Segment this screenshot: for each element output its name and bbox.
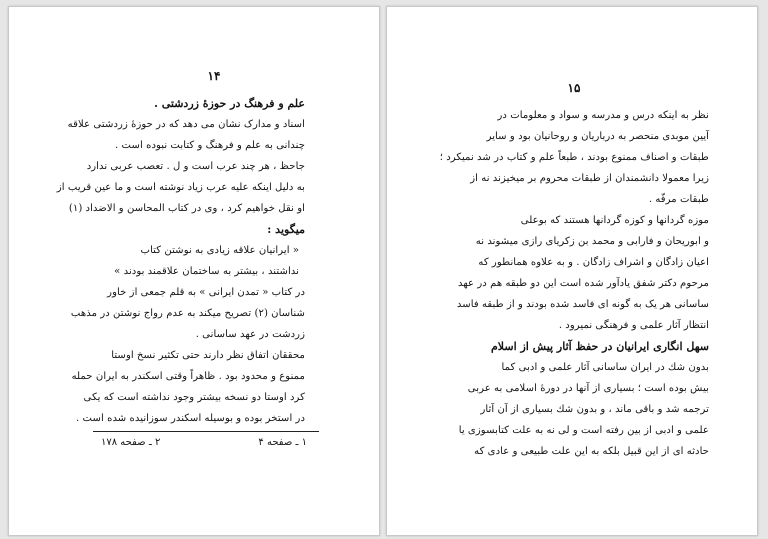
text-line: بدون شك در ایران ساسانی آثار علمی و ادبی کما	[501, 362, 709, 373]
text-line: ترجمه شد و باقی ماند ، و بدون شك بسیاری از آن آثار	[480, 404, 709, 415]
text-line: او نقل خواهیم کرد ، وی در کتاب المحاسن و الاضداد (۱)	[68, 203, 305, 214]
text-line: حادثه ای از این قبیل بلکه به این علت طبیعی و عادی که	[474, 446, 709, 457]
text-line: آیین موبدی منحصر به درباریان و روحانیان بود و سایر	[486, 131, 709, 142]
right-page	[386, 6, 758, 536]
left-page	[8, 6, 380, 536]
text-line: مرحوم دکتر شفق یادآور شده است این دو طبقه هم در عهد	[458, 278, 709, 289]
text-line: نداشتند ، بیشتر به ساختمان علاقمند بودند »	[114, 266, 299, 277]
text-line: اعیان زادگان و اشراف زادگان . و به علاوه همانطور که	[478, 257, 709, 268]
text-line: طبقات و اصناف ممنوع بودند ، طبعاً علم و کتاب در شد نمیکرد ؛	[439, 152, 709, 163]
text-line: « ایرانیان علاقه زیادی به نوشتن کتاب	[140, 245, 299, 256]
text-line: نظر به اینکه درس و مدرسه و سواد و معلومات در	[497, 110, 709, 121]
text-line: در استخر بوده و بوسیله اسکندر سوزانیده شده است .	[76, 413, 305, 424]
text-line: چندانی به علم و فرهنگ و کتابت نبوده است .	[115, 140, 305, 151]
footnote-2: ۲ ـ صفحه ۱۷۸	[101, 437, 161, 448]
text-line: ساسانی هر یک به گونه ای فاسد شده بودند و از طبقه فاسد	[456, 299, 709, 310]
text-block	[56, 93, 305, 429]
text-line: محققان اتفاق نظر دارند حتی تکثیر نسخ اوستا	[111, 350, 305, 361]
footnote-divider	[93, 431, 319, 432]
text-line: موزه گردانها و کوزه گردانها هستند که بوعلی	[520, 215, 709, 226]
text-line: کرد اوستا دو نسخه بیشتر وجود نداشته است که یکی	[83, 392, 305, 403]
text-block	[441, 105, 709, 462]
text-line: طبقات مرفّه .	[648, 194, 709, 205]
text-line: انتظار آثار علمی و فرهنگی نمیرود .	[558, 320, 709, 331]
text-line: اسناد و مدارک نشان می دهد که در حوزهٔ زردشتی علاقه	[67, 119, 305, 130]
text-line: شناسان (۲) تصریح میکند به عدم رواج نوشتن در مذهب	[70, 308, 305, 319]
text-line: در کتاب « تمدن ایرانی » به قلم جمعی از خاور	[107, 287, 305, 298]
heading-line: میگوید :	[267, 223, 305, 236]
text-line: و ابوریحان و فارابی و محمد بن زکریای رازی میشوند نه	[475, 236, 709, 247]
page-number: ۱۵	[567, 81, 581, 95]
text-line: زردشت در عهد ساسانی .	[195, 329, 305, 340]
text-line: ممنوع و محدود بود . ظاهراً وقتی اسکندر به ایران حمله	[71, 371, 305, 382]
text-line: به دلیل اینکه علیه عرب زیاد نوشته است و ما عین قریب از	[56, 182, 305, 193]
text-line: زیرا معمولا دانشمندان از طبقات محروم بر میخیزند نه از	[470, 173, 709, 184]
page-number: ۱۴	[207, 69, 221, 83]
text-line: جاحظ ، هر چند عرب است و ل . تعصب عربی ندارد	[86, 161, 305, 172]
heading-line: علم و فرهنگ در حوزهٔ زردشتی .	[154, 97, 305, 110]
footnote-1: ۱ ـ صفحه ۴	[258, 437, 307, 448]
text-line: علمی و ادبی از بین رفته است و لی نه به علت کتابسوزی یا	[458, 425, 709, 436]
heading-line: سهل انگاری ایرانیان در حفظ آثار پیش از اسلام	[491, 340, 709, 353]
text-line: بیش بوده است ؛ بسیاری از آنها در دورهٔ اسلامی به عربی	[467, 383, 709, 394]
